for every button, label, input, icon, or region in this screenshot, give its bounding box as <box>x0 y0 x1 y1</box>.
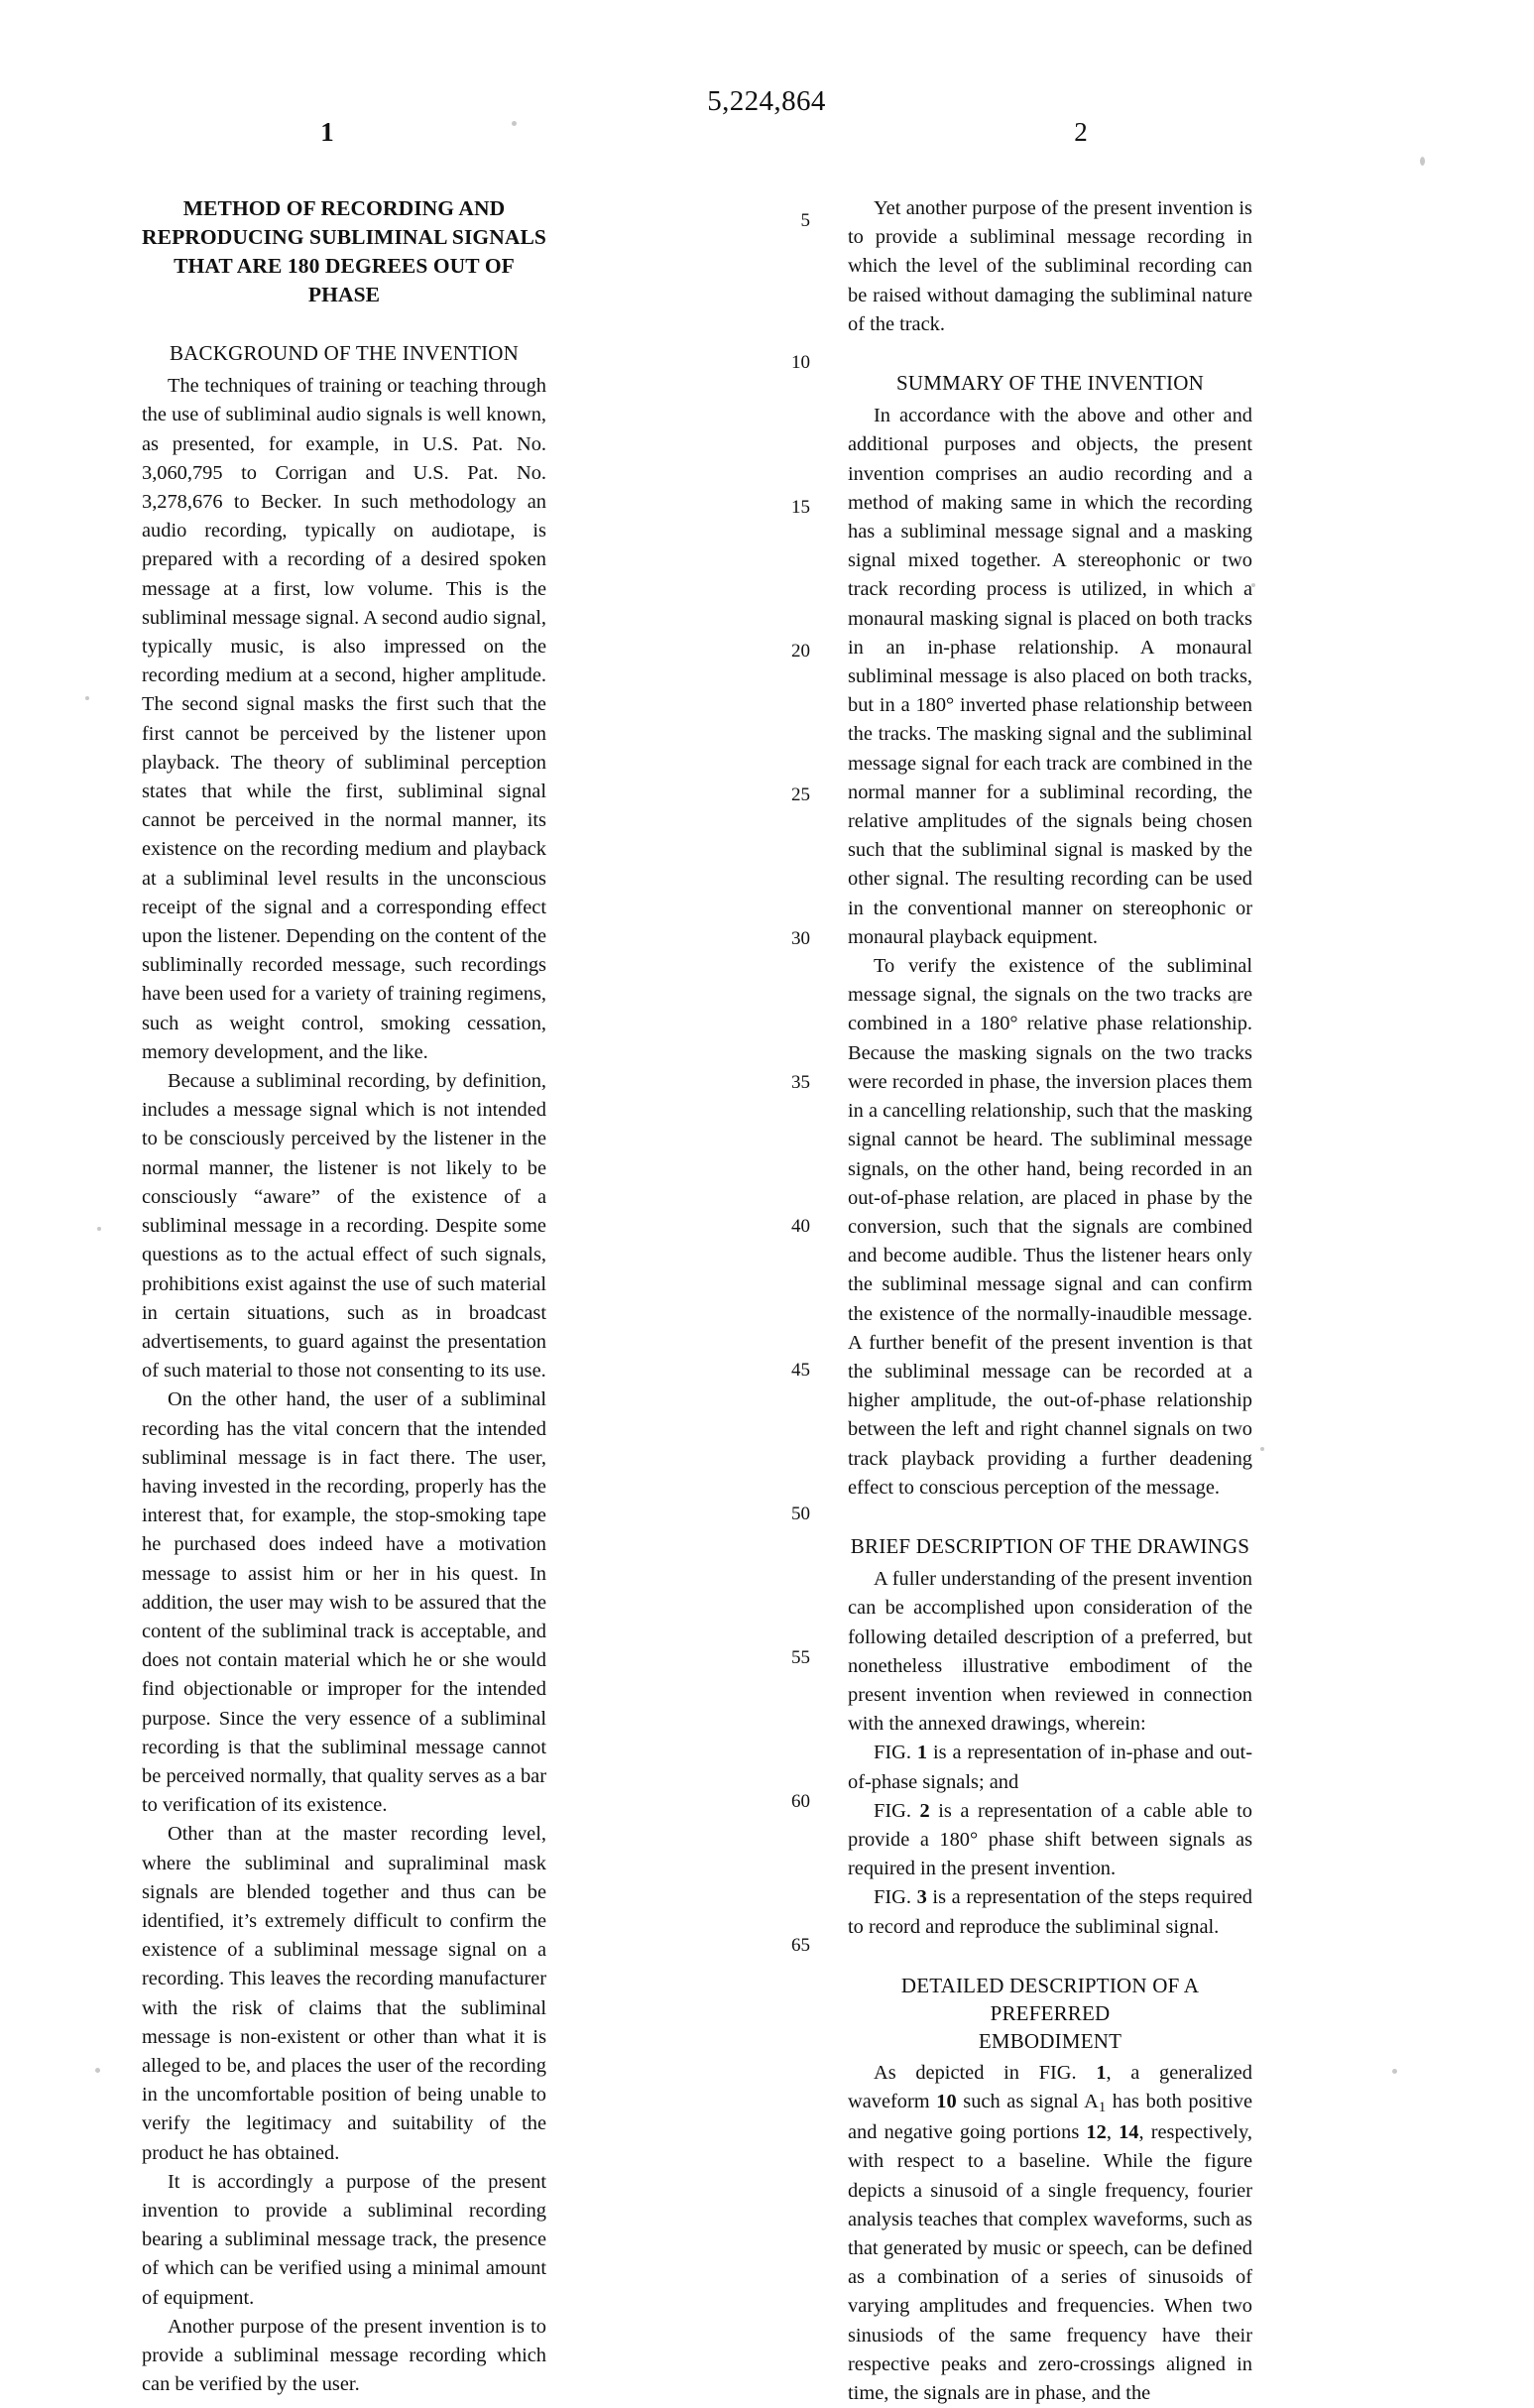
line-number: 40 <box>791 1216 810 1237</box>
figure-text: is a representation of in-phase and out-of-phase signals; and <box>848 1742 1252 1793</box>
reference-numeral: 10 <box>936 2090 957 2112</box>
page-header <box>0 85 1534 163</box>
figure-description <box>848 1883 1252 1941</box>
line-number: 10 <box>791 352 810 373</box>
scan-speck <box>1260 1447 1264 1451</box>
scan-speck <box>1392 2069 1397 2074</box>
paragraph: A fuller understanding of the present invention can be accomplished upon consideration of the following detailed description of a preferred, but nonetheless illustrative embodiment of the present invention when reviewed in connection with the annexed drawings, wherein: <box>848 1568 1252 1736</box>
paragraph: Because a subliminal recording, by definition, includes a message signal which is not intended to be consciously perceived by the listener in the normal manner, the listener is not likely to be consciously “aware” of the existence of a subliminal message in a recording. Despite some questions as to the actual effect of such signals, prohibitions exist against the use of such material in certain situations, such as in broadcast advertisements, to guard against the presentation of such material to those not consenting to its use. <box>142 1070 546 1383</box>
heading-summary: SUMMARY OF THE INVENTION <box>896 371 1204 396</box>
heading-line-1: DETAILED DESCRIPTION OF A PREFERRED <box>900 1973 1200 2025</box>
scan-speck <box>97 1227 101 1231</box>
left-column <box>142 194 546 2399</box>
figure-number: 2 <box>919 1799 930 1822</box>
left-page-number: 1 <box>320 117 334 147</box>
figure-description <box>848 1739 1252 1796</box>
reference-numeral: 12 <box>1086 2121 1107 2144</box>
right-page-number: 2 <box>1074 117 1088 147</box>
text-part: such as signal A <box>956 2090 1099 2112</box>
right-column <box>848 194 1252 2408</box>
heading-background: BACKGROUND OF THE INVENTION <box>169 341 520 365</box>
line-number: 5 <box>800 210 810 231</box>
paragraph <box>848 2059 1252 2408</box>
paragraph: The techniques of training or teaching through the use of subliminal audio signals is well known, as presented, for example, in U.S. Pat. No. 3,060,795 to Corrigan and U.S. Pat. No. 3,278,676 to Becker. In such methodology an audio recording, typically on audiotape, is prepared with a recording of a desired spoken message at a first, low volume. This is the subliminal message signal. A second audio signal, typically music, is also impressed on the recording medium at a second, higher amplitude. The second signal masks the first such that the first cannot be perceived by the listener upon playback. The theory of subliminal perception states that while the first, subliminal signal cannot be perceived in the normal manner, its existence on the recording medium and playback at a subliminal level results in the unconscious receipt of the signal and a corresponding effect upon the listener. Depending on the content of the subliminally recorded message, such recordings have been used for a variety of training regimens, such as weight control, smoking cessation, memory development, and the like. <box>142 375 546 1063</box>
figure-number: 3 <box>916 1886 927 1909</box>
heading-detailed-description <box>848 1972 1252 2055</box>
paragraph: It is accordingly a purpose of the present invention to provide a subliminal recording bearing a subliminal message track, the presence of which can be verified using a minimal amount of equipment. <box>142 2170 546 2309</box>
line-number: 35 <box>791 1072 810 1093</box>
reference-numeral: 14 <box>1119 2121 1139 2144</box>
scan-speck <box>95 2068 100 2073</box>
paragraph: Another purpose of the present invention is to provide a subliminal message recording which can be verified by the user. <box>142 2315 546 2396</box>
figure-prefix: FIG. <box>874 1886 917 1909</box>
line-number: 15 <box>791 497 810 518</box>
heading-brief-description: BRIEF DESCRIPTION OF THE DRAWINGS <box>850 1533 1250 1558</box>
paragraph: Other than at the master recording level, where the subliminal and supraliminal mask signals are blended together and thus can be identified, it’s extremely difficult to confirm the existence of a subliminal message signal on a recording. This leaves the recording manufacturer with the risk of claims that the subliminal message is non-existent or other than what it is alleged to be, and places the user of the recording in the uncomfortable position of being unable to verify the legitimacy and suitability of the product he has obtained. <box>142 1823 546 2164</box>
text-part: , a generalized waveform <box>848 2061 1252 2112</box>
scan-speck <box>85 696 89 700</box>
line-number: 65 <box>791 1935 810 1956</box>
line-number: 55 <box>791 1647 810 1668</box>
paragraph: To verify the existence of the subliminal message signal, the signals on the two tracks are combined in a 180° relative phase relationship. Because the masking signals on the two tracks were recorded in phase, the inversion places them in a cancelling relationship, such that the masking signal cannot be heard. The subliminal message signals, on the other hand, being recorded in an out-of-phase relation, are placed in phase by the conversion, such that the signals are combined and become audible. Thus the listener hears only the subliminal message signal and can confirm the existence of the normally-inaudible message. A further benefit of the present invention is that the subliminal message can be recorded at a higher amplitude, the out-of-phase relationship between the left and right channel signals on two track playback providing a further deadening effect to conscious perception of the message. <box>848 955 1252 1499</box>
figure-description <box>848 1797 1252 1884</box>
text-part: , respectively, with respect to a baseline. While the figure depicts a sinusoid of a single frequency, fourier analysis teaches that complex waveforms, such as that generated by music or speech, can be defined as a combination of a series of sinusoids of varying amplitudes and frequencies. When two sinusiods of the same frequency have their respective peaks and zero-crossings aligned in time, the signals are in phase, and the <box>848 2121 1253 2405</box>
line-number: 25 <box>791 784 810 805</box>
paragraph: Yet another purpose of the present invention is to provide a subliminal message recording in which the level of the subliminal recording can be raised without damaging the subliminal nature of the track. <box>848 197 1252 335</box>
figure-text: is a representation of a cable able to provide a 180° phase shift between signals as required in the present invention. <box>848 1799 1252 1880</box>
text-part: , <box>1106 2121 1120 2144</box>
figure-prefix: FIG. <box>874 1799 920 1822</box>
figure-number: 1 <box>1096 2061 1107 2084</box>
line-number: 45 <box>791 1360 810 1381</box>
figure-number: 1 <box>916 1742 928 1764</box>
patent-number: 5,224,864 <box>707 85 826 117</box>
paragraph: On the other hand, the user of a subliminal recording has the vital concern that the intended subliminal message is in fact there. The user, having invested in the recording, properly has the interest that, for example, the stop-smoking tape he purchased does indeed have a motivation message to assist him or her in his quest. In addition, the user may wish to be assured that the content of the subliminal track is acceptable, and does not contain material which he or she would find objectionable or improper for the intended purpose. Since the very essence of a subliminal recording is that the subliminal message cannot be perceived normally, that quality serves as a bar to verification of its existence. <box>142 1388 546 1817</box>
line-number: 50 <box>791 1504 810 1524</box>
signal-subscript: 1 <box>1098 2100 1107 2116</box>
line-number: 60 <box>791 1791 810 1812</box>
figure-text: is a representation of the steps required to record and reproduce the subliminal signal. <box>848 1886 1252 1938</box>
text-part: As depicted in FIG. <box>874 2061 1097 2084</box>
figure-prefix: FIG. <box>874 1742 917 1764</box>
text-part: has both positive and negative going portions <box>848 2090 1253 2144</box>
paragraph: In accordance with the above and other and additional purposes and objects, the present invention comprises an audio recording and a method of making same in which the recording has a subliminal message signal and a masking signal mixed together. A stereophonic or two track recording process is utilized, in which a monaural masking signal is placed on both tracks in an in-phase relationship. A monaural subliminal message is also placed on both tracks, but in a 180° inverted phase relationship between the tracks. The masking signal and the subliminal message signal for each track are combined in the normal manner for a subliminal recording, the relative amplitudes of the signals being chosen such that the subliminal signal is masked by the other signal. The resulting recording can be used in the conventional manner on stereophonic or monaural playback equipment. <box>848 405 1252 948</box>
line-number: 20 <box>791 641 810 662</box>
heading-line-2: EMBODIMENT <box>978 2028 1122 2053</box>
document-title: METHOD OF RECORDING AND REPRODUCING SUBLIMINAL SIGNALS THAT ARE 180 DEGREES OUT OF PHASE <box>142 196 546 306</box>
line-number: 30 <box>791 928 810 949</box>
